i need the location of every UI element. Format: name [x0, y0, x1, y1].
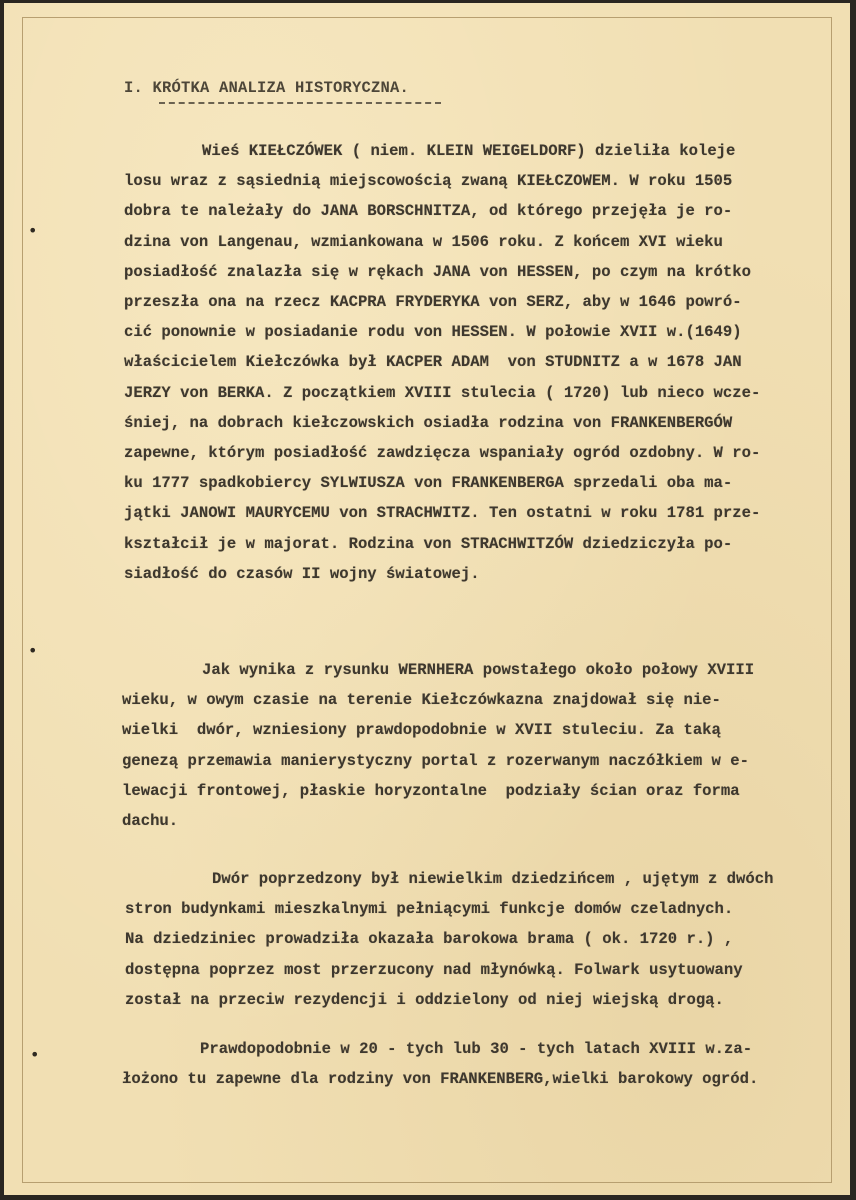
text-line: przeszła ona na rzecz KACPRA FRYDERYKA von SERZ, aby w 1646 powró-: [124, 293, 742, 311]
text-line: genezą przemawia manierystyczny portal z rozerwanym naczółkiem w e-: [122, 751, 749, 770]
text-line: siadłość do czasów II wojny światowej.: [124, 564, 480, 583]
text-line: dobra te należały do JANA BORSCHNITZA, od którego przejęła je ro-: [124, 202, 733, 221]
text-line: JERZY von BERKA. Z początkiem XVIII stulecia ( 1720) lub nieco wcze-: [124, 383, 761, 402]
document-page: [4, 3, 850, 1195]
text-line: posiadłość znalazła się w rękach JANA von HESSEN, po czym na krótko: [124, 262, 751, 281]
text-line: losu wraz z sąsiednią miejscowością zwaną KIEŁCZOWEM. W roku 1505: [124, 172, 733, 191]
text-line: łożono tu zapewne dla rodziny von FRANKENBERG,wielki barokowy ogród.: [122, 1070, 759, 1089]
text-line: Na dziedziniec prowadziła okazała barokowa brama ( ok. 1720 r.) ,: [125, 930, 734, 949]
page-border-top: [22, 17, 832, 18]
text-line: Dwór poprzedzony był niewielkim dziedzińcem , ujętym z dwóch: [212, 870, 774, 888]
text-line: ku 1777 spadkobiercy SYLWIUSZA von FRANKENBERGA sprzedali oba ma-: [124, 474, 733, 493]
text-line: właścicielem Kiełczówka był KACPER ADAM von STUDNITZ a w 1678 JAN: [124, 353, 742, 372]
text-line: dachu.: [122, 812, 179, 830]
binding-mark-icon: •: [28, 641, 38, 660]
text-line: wieku, w owym czasie na terenie Kiełczówkazna znajdował się nie-: [122, 691, 721, 710]
page-border-bottom: [22, 1182, 832, 1183]
text-line: kształcił je w majorat. Rodzina von STRACHWITZÓW dziedziczyła po-: [124, 534, 733, 553]
binding-mark-icon: •: [30, 1045, 40, 1064]
text-line: śniej, na dobrach kiełczowskich osiadła rodzina von FRANKENBERGÓW: [124, 413, 733, 432]
text-line: Wieś KIEŁCZÓWEK ( niem. KLEIN WEIGELDORF) dzieliła koleje: [202, 142, 736, 160]
text-line: Prawdopodobnie w 20 - tych lub 30 - tych latach XVIII w.za-: [200, 1040, 753, 1058]
text-line: dzina von Langenau, wzmiankowana w 1506 roku. Z końcem XVI wieku: [124, 232, 723, 251]
text-line: lewacji frontowej, płaskie horyzontalne podziały ścian oraz forma: [122, 781, 740, 800]
text-line: cić ponownie w posiadanie rodu von HESSEN. W połowie XVII w.(1649): [124, 323, 742, 342]
text-line: został na przeciw rezydencji i oddzielony od niej wiejską drogą.: [125, 990, 724, 1009]
text-line: stron budynkami mieszkalnymi pełniącymi funkcje domów czeladnych.: [125, 900, 734, 919]
text-line: jątki JANOWI MAURYCEMU von STRACHWITZ. Ten ostatni w roku 1781 prze-: [124, 504, 761, 523]
text-line: Jak wynika z rysunku WERNHERA powstałego około połowy XVIII: [202, 661, 755, 679]
text-line: dostępna poprzez most przerzucony nad młynówką. Folwark usytuowany: [125, 960, 743, 979]
heading-underline: [159, 102, 441, 104]
section-heading: I. KRÓTKA ANALIZA HISTORYCZNA.: [124, 79, 410, 97]
binding-mark-icon: •: [28, 221, 38, 240]
page-border-right: [831, 17, 832, 1183]
page-border-left: [22, 17, 23, 1183]
text-line: wielki dwór, wzniesiony prawdopodobnie w XVII stuleciu. Za taką: [122, 721, 721, 740]
text-line: zapewne, którym posiadłość zawdzięcza wspaniały ogród ozdobny. W ro-: [124, 444, 761, 462]
